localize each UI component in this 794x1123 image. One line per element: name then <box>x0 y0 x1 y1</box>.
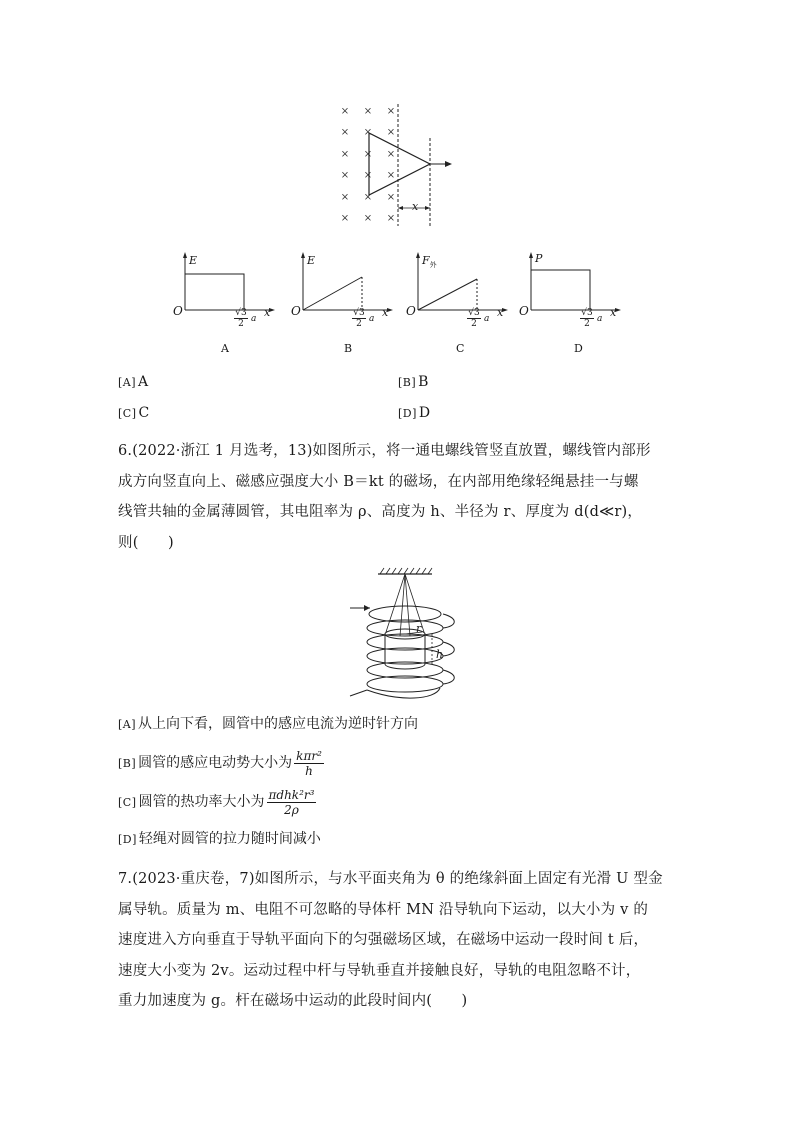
y-axis-label: P <box>535 252 543 265</box>
q6-option-b[interactable]: [B] 圆管的感应电动势大小为 $\frac{\text{kπr²}}{h}$ <box>118 748 322 778</box>
radius-label: r <box>416 622 422 635</box>
svg-text:×: × <box>386 106 396 117</box>
svg-text:×: × <box>386 127 396 138</box>
q5-option-a[interactable]: [A] A <box>118 374 149 390</box>
svg-text:×: × <box>340 213 350 224</box>
q6-option-d[interactable]: [D] 轻绳对圆管的拉力随时间减小 <box>118 831 321 847</box>
ceiling-hatch <box>380 568 432 574</box>
svg-text:×: × <box>363 192 373 203</box>
graph-d: P O x √3 2 a D <box>518 250 628 360</box>
current-arrow-icon <box>364 605 370 611</box>
svg-text:×: × <box>340 127 350 138</box>
y-axis-label: E <box>189 254 198 267</box>
tick-fraction: √3 2 <box>353 308 365 329</box>
q7-line-3: 速度进入方向垂直于导轨平面向下的匀强磁场区域，在磁场中运动一段时间 t 后， <box>118 932 649 948</box>
svg-text:×: × <box>363 170 373 181</box>
svg-text:×: × <box>340 170 350 181</box>
svg-text:×: × <box>340 149 350 160</box>
tick-fraction: √3 2 <box>235 308 247 329</box>
height-label: h <box>436 648 444 661</box>
velocity-arrow-icon <box>445 161 452 167</box>
graph-c: $F_外$ O x √3 2 a C <box>405 250 515 360</box>
graph-letter: B <box>344 342 353 355</box>
q5-option-c[interactable]: [C] C <box>118 405 150 421</box>
graph-a: E O x √3 2 a A <box>172 250 282 360</box>
x-axis-label: x <box>382 306 389 319</box>
q6-stem <box>118 436 678 558</box>
graph-letter: D <box>574 342 583 355</box>
solenoid-coil <box>367 606 443 692</box>
x-axis-label: x <box>497 306 504 319</box>
q6-option-c[interactable]: [C] 圆管的热功率大小为 $\frac{\text{πdhk²r³}}{2\rho}$ <box>118 787 315 817</box>
origin-label: O <box>519 304 529 318</box>
y-axis-label: E <box>307 254 316 267</box>
y-axis-label: $F_外$ <box>422 254 437 270</box>
origin-label: O <box>406 304 416 318</box>
q6-option-a[interactable]: [A] 从上向下看，圆管中的感应电流为逆时针方向 <box>118 716 419 732</box>
distance-label-x: x <box>412 200 419 213</box>
svg-text:×: × <box>386 149 396 160</box>
field-crosses <box>341 106 395 224</box>
svg-text:×: × <box>386 170 396 181</box>
q7-line-4: 速度大小变为 2v。运动过程中杆与导轨垂直并接触良好，导轨的电阻忽略不计， <box>118 962 641 979</box>
graph-b: E O x √3 2 a B <box>290 250 400 360</box>
svg-text:×: × <box>363 213 373 224</box>
graph-letter: A <box>221 342 229 355</box>
triangle-loop <box>369 133 430 195</box>
x-axis-label: x <box>264 306 271 319</box>
q5-option-b[interactable]: [B] B <box>398 374 429 390</box>
fraction: $\frac{\text{πdhk²r³}}{2\rho}$ <box>268 787 315 817</box>
q6-line-3: 线管共轴的金属薄圆管，其电阻率为 ρ、高度为 h、半径为 r、厚度为 d(d≪r)， <box>118 504 643 520</box>
triangle-field-figure <box>330 98 470 228</box>
q7-line-1: 7.(2023·重庆卷，7)如图所示，与水平面夹角为 θ 的绝缘斜面上固定有光滑 U 型金 <box>118 871 663 887</box>
tick-fraction: √3 2 <box>581 308 593 329</box>
svg-text:×: × <box>363 106 373 117</box>
x-axis-label: x <box>610 306 617 319</box>
q7-line-2: 属导轨。质量为 m、电阻不可忽略的导体杆 MN 沿导轨向下运动，以大小为 v 的 <box>118 901 649 918</box>
graph-letter: C <box>456 342 465 355</box>
q6-line-1: 6.(2022·浙江 1 月选考，13)如图所示，将一通电螺线管竖直放置，螺线管内部形 <box>118 443 651 459</box>
svg-text:×: × <box>386 213 396 224</box>
fraction: $\frac{\text{kπr²}}{h}$ <box>296 748 322 778</box>
svg-text:×: × <box>363 127 373 138</box>
svg-text:×: × <box>386 192 396 203</box>
q5-option-d[interactable]: [D] D <box>398 405 431 421</box>
svg-text:×: × <box>340 106 350 117</box>
q6-line-2: 成方向竖直向上、磁感应强度大小 B＝kt 的磁场，在内部用绝缘轻绳悬挂一与螺 <box>118 473 639 490</box>
q6-line-4: 则( ) <box>118 534 174 551</box>
q7-line-5: 重力加速度为 g。杆在磁场中运动的此段时间内( ) <box>118 993 468 1009</box>
solenoid-figure <box>340 564 460 706</box>
svg-text:×: × <box>363 149 373 160</box>
origin-label: O <box>173 304 183 318</box>
origin-label: O <box>291 304 301 318</box>
tick-fraction: √3 2 <box>468 308 480 329</box>
svg-text:×: × <box>340 192 350 203</box>
q7-stem <box>118 864 678 1017</box>
